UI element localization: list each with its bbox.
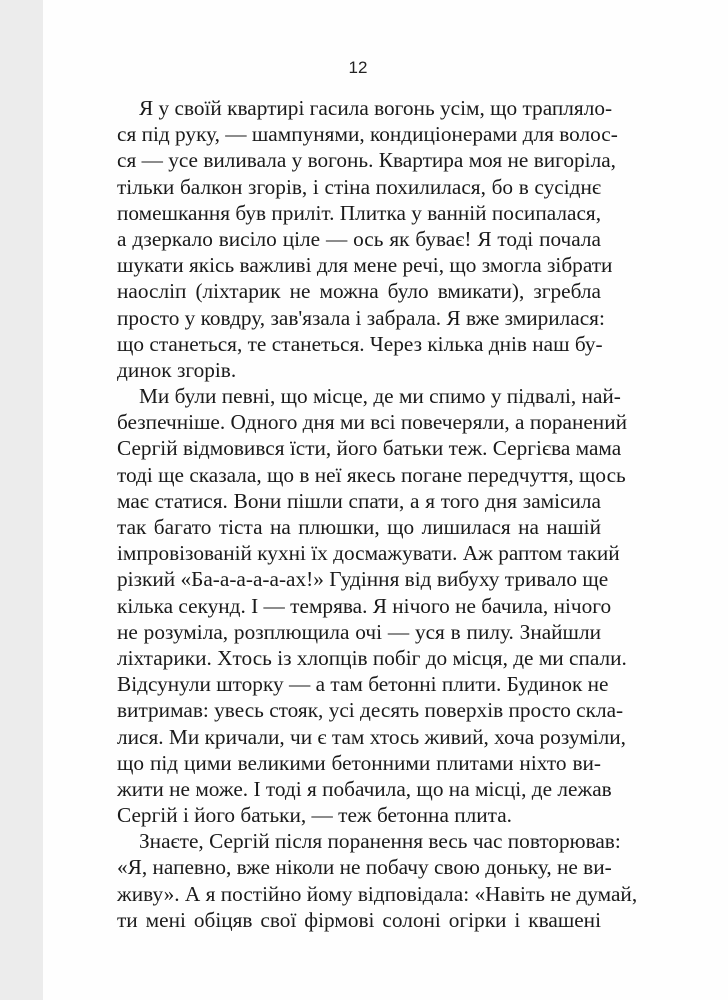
text-line: тільки балкон згорів, і стіна похилилася, бо в сусіднє [117,174,601,199]
text-line: помешкання був приліт. Плитка у ванній посипалася, [117,200,602,225]
body-text [117,95,638,933]
text-line: Я у своїй квартирі гасила вогонь усім, що трапляло- [139,96,613,120]
text-line: Ми були певні, що місце, де ми спимо у підвалі, най- [139,384,621,409]
text-line: безпечніше. Одного дня ми всі повечеряли, а поранений [117,410,628,435]
text-line: жити не може. І тоді я побачила, що на місці, де лежав [117,776,612,801]
text-line: ся під руку, — шампунями, кондиціонерами для волос- [117,122,618,147]
text-line: Знаєте, Сергій після поранення весь час повторював: [139,829,621,854]
text-line: просто у ковдру, зав'язала і забрала. Я вже змирилася: [117,305,605,330]
page-number: 12 [348,58,368,77]
text-line: живу». А я постійно йому відповідала: «Навіть не думай, [117,881,638,906]
text-line: а дзеркало висіло ціле — ось як буває! Я тоді почала [117,226,601,251]
text-line: не розуміла, розплющила очі — уся в пилу. Знайшли [117,619,601,644]
text-line: Сергій відмовився їсти, його батьки теж. Сергієва мама [117,436,622,461]
text-line: лися. Ми кричали, чи є там хтось живий, хоча розуміли, [117,724,626,749]
text-line: різкий «Ба-а-а-а-а-ах!» Гудіння від вибуху тривало ще [117,567,609,592]
text-line: ліхтарики. Хтось із хлопців побіг до місця, де ми спали. [117,645,627,670]
text-line: імпровізованій кухні їх досмажувати. Аж раптом такий [117,541,620,566]
text-line: Відсунули шторку — а там бетонні плити. Будинок не [117,672,609,697]
text-line: ся — усе виливала у вогонь. Квартира моя не вигоріла, [117,148,616,173]
text-line: ти мені обіцяв свої фірмові солоні огірки і квашені [117,907,601,932]
text-line: так багато тіста на плюшки, що лишилася на нашій [117,515,601,539]
text-line: витримав: увесь стояк, усі десять поверхів просто скла- [117,698,624,723]
text-line: Сергій і його батьки, — теж бетонна плита. [117,803,512,828]
text-line: має статися. Вони пішли спати, а я того дня замісила [117,488,601,513]
text-line: що станеться, те станеться. Через кілька днів наш бу- [117,331,603,356]
text-line: динок згорів. [117,357,237,382]
text-line: шукати якісь важливі для мене речі, що змогла зібрати [117,253,613,278]
text-line: що під цими великими бетонними плитами ніхто ви- [117,750,601,775]
book-page [43,0,728,1000]
text-line: наосліп (ліхтарик не можна було вмикати), згребла [117,279,601,304]
text-line: «Я, напевно, вже ніколи не побачу свою доньку, не ви- [117,855,612,880]
text-line: кілька секунд. І — темрява. Я нічого не бачила, нічого [117,593,612,618]
text-line: тоді ще сказала, що в неї якесь погане передчуття, щось [117,462,626,487]
